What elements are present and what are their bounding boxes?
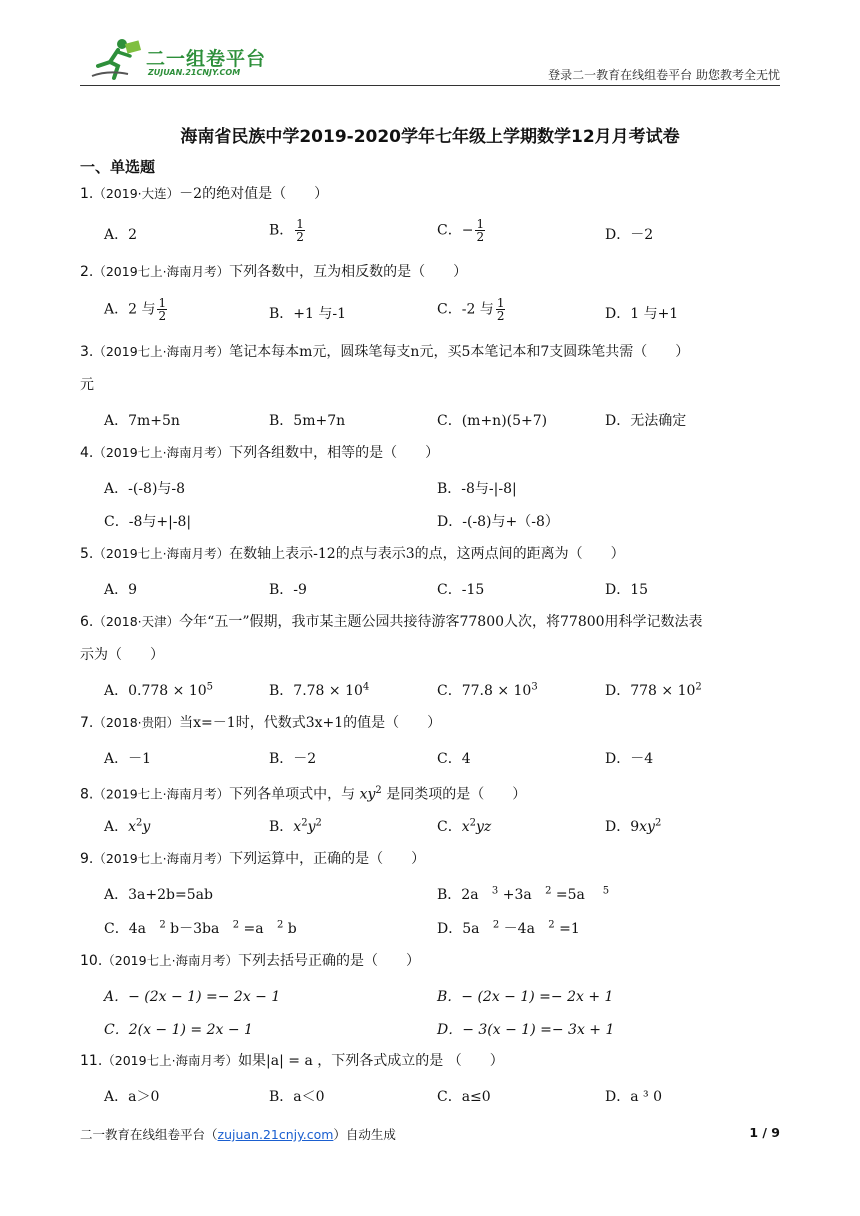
- option-a: A．$0.778 \times 10^5$: [104, 681, 214, 699]
- option-b: B．− (2x − 1) =− 2x + 1: [437, 989, 614, 1005]
- question-6-continued: [80, 646, 780, 664]
- logo-text: 二一组卷平台: [146, 48, 267, 70]
- option-c: C．2(x − 1) = 2x − 1: [104, 1022, 253, 1038]
- option-d: D．$778 \times 10^2$: [605, 681, 702, 699]
- header-divider: [80, 85, 780, 86]
- question-source: （2019七上·海南月考）: [93, 264, 230, 279]
- option-b: B． $\frac{1}{2}$: [269, 217, 304, 244]
- question-source: （2019七上·海南月考）: [93, 851, 230, 866]
- options-row-3: [80, 410, 780, 432]
- question-4: [80, 444, 780, 462]
- logo: [88, 36, 288, 82]
- option-a: A．2: [104, 227, 138, 243]
- question-stem: 今年“五一”假期，我市某主题公园共接待游客77800人次，将77800用科学记数法表: [179, 614, 703, 630]
- question-9: [80, 850, 780, 868]
- question-3: [80, 343, 780, 361]
- options-row-9b: [80, 918, 780, 940]
- fraction: $\frac{1}{2}$: [476, 217, 485, 244]
- question-source: （2018·天津）: [93, 614, 180, 629]
- question-3-continued: [80, 376, 780, 394]
- option-d: D．a ³ 0: [605, 1089, 662, 1105]
- question-stem-continued: 示为（ ）: [80, 647, 164, 663]
- option-a: A．－1: [104, 751, 152, 767]
- option-a: A．9: [104, 582, 138, 598]
- header-slogan: 登录二一教育在线组卷平台 助您教考全无忧: [548, 68, 780, 82]
- options-row-8: [80, 816, 780, 838]
- question-source: （2019七上·海南月考）: [93, 786, 230, 802]
- option-d: D．1 与+1: [605, 306, 679, 322]
- question-stem: 当x=－1时，代数式3x+1的值是（ ）: [179, 715, 442, 731]
- question-stem: 下列各组数中，相等的是（ ）: [229, 445, 440, 461]
- option-b: B．$7.78 \times 10^4$: [269, 681, 370, 699]
- question-number: 11.: [80, 1053, 103, 1069]
- fraction: $\frac{1}{2}$: [158, 296, 167, 323]
- option-c: C．4a $^2$ b－3ba $^2$ =a $^2$ b: [104, 919, 297, 937]
- option-c: C．-15: [437, 582, 485, 598]
- logo-subtext: ZUJUAN.21CNJY.COM: [148, 68, 241, 77]
- question-stem: 在数轴上表示-12的点与表示3的点，这两点间的距离为（ ）: [229, 546, 625, 562]
- question-number: 3.: [80, 344, 94, 360]
- question-stem: 下列运算中，正确的是（ ）: [229, 851, 426, 867]
- option-b: B．$x^2y^2$: [269, 817, 322, 835]
- options-row-7: [80, 748, 780, 770]
- question-stem: 如果|a| = a ，下列各式成立的是 （ ）: [238, 1053, 504, 1069]
- options-row-10b: [80, 1019, 780, 1041]
- option-c: C．a≤0: [437, 1089, 491, 1105]
- option-c: C．-2 与 $\frac{1}{2}$: [437, 296, 505, 323]
- option-c: C．$x^2yz$: [437, 817, 492, 835]
- question-stem-a: 下列各单项式中，与: [229, 786, 360, 803]
- question-1: [80, 185, 780, 203]
- options-row-6: [80, 680, 780, 702]
- options-row-4b: [80, 511, 780, 533]
- page-header: [80, 32, 780, 86]
- question-source: （2018·贵阳）: [93, 715, 180, 730]
- question-number: 10.: [80, 953, 103, 969]
- option-d: D．无法确定: [605, 413, 687, 429]
- question-number: 5.: [80, 546, 94, 562]
- option-d: D．－2: [605, 227, 654, 243]
- question-6: [80, 613, 780, 631]
- question-stem-continued: 元: [80, 377, 94, 393]
- question-stem: 下列各数中，互为相反数的是（ ）: [229, 264, 468, 280]
- option-c: C．$77.8 \times 10^3$: [437, 681, 538, 699]
- option-b: B．5m+7n: [269, 413, 346, 429]
- question-source: （2019七上·海南月考）: [93, 344, 230, 359]
- question-source: （2019七上·海南月考）: [102, 953, 239, 968]
- option-b: B．-8与-|-8|: [437, 481, 517, 497]
- option-a: A．7m+5n: [104, 413, 180, 429]
- option-b: B．+1 与-1: [269, 306, 347, 322]
- option-a: A．$x^2y$: [104, 817, 151, 835]
- options-row-2: [80, 296, 780, 325]
- runner-logo-icon: [88, 36, 144, 82]
- question-number: 2.: [80, 264, 94, 280]
- question-number: 6.: [80, 614, 94, 630]
- question-stem-b: 是同类项的是（ ）: [381, 786, 527, 803]
- options-row-10a: [80, 986, 780, 1008]
- question-source: （2019七上·海南月考）: [102, 1053, 239, 1068]
- option-a: A．2 与 $\frac{1}{2}$: [104, 296, 167, 323]
- option-c: C．(m+n)(5+7): [437, 413, 548, 429]
- options-row-5: [80, 579, 780, 601]
- option-a: A．a＞0: [104, 1089, 160, 1105]
- option-a: A．-(-8)与-8: [104, 481, 186, 497]
- question-source: （2019·大连）: [93, 186, 180, 201]
- question-10: [80, 952, 780, 970]
- question-2: [80, 263, 780, 281]
- options-row-9a: [80, 884, 780, 906]
- page-number: 1 / 9: [749, 1125, 780, 1140]
- options-row-1: [80, 217, 780, 246]
- question-7: [80, 714, 780, 732]
- question-11: [80, 1052, 780, 1070]
- question-number: 4.: [80, 445, 94, 461]
- footer-source: 二一教育在线组卷平台（zujuan.21cnjy.com）自动生成: [80, 1127, 396, 1142]
- option-d: D．5a $^2$ －4a $^2$ =1: [437, 919, 580, 937]
- options-row-4a: [80, 478, 780, 500]
- question-stem: 下列去括号正确的是（ ）: [238, 953, 421, 969]
- question-stem: 笔记本每本m元，圆珠笔每支n元，买5本笔记本和7支圆珠笔共需（ ）: [229, 344, 690, 360]
- section-heading: 一、单选题: [80, 158, 156, 176]
- question-8: 8.（2019七上·海南月考）下列各单项式中，与 $xy^2$ 是同类项的是（ ）: [80, 785, 527, 803]
- footer-link[interactable]: zujuan.21cnjy.com: [217, 1127, 334, 1142]
- question-number: 8.: [80, 786, 94, 803]
- option-c: C．− $\frac{1}{2}$: [437, 217, 485, 244]
- option-d: D．-(-8)与+（-8）: [437, 514, 559, 530]
- option-d: D．− 3(x − 1) =− 3x + 1: [437, 1022, 615, 1038]
- fraction: $\frac{1}{2}$: [296, 217, 304, 244]
- question-stem: －2的绝对值是（ ）: [179, 186, 329, 202]
- question-source: （2019七上·海南月考）: [93, 546, 230, 561]
- option-c: C．-8与+|-8|: [104, 514, 192, 530]
- question-5: [80, 545, 780, 563]
- page-title: 海南省民族中学2019-2020学年七年级上学期数学12月月考试卷: [180, 127, 680, 147]
- option-a: A．− (2x − 1) =− 2x − 1: [104, 989, 281, 1005]
- options-row-11: [80, 1086, 780, 1108]
- question-source: （2019七上·海南月考）: [93, 445, 230, 460]
- question-number: 9.: [80, 851, 94, 867]
- option-a: A．3a+2b=5ab: [104, 887, 213, 903]
- option-d: D．－4: [605, 751, 654, 767]
- option-b: B．2a $^3$ +3a $^2$ =5a $^5$: [437, 885, 610, 903]
- option-b: B．-9: [269, 582, 307, 598]
- option-c: C．4: [437, 751, 471, 767]
- option-d: D．15: [605, 582, 649, 598]
- option-d: D．$9xy^2$: [605, 817, 662, 835]
- question-number: 1.: [80, 186, 94, 202]
- question-number: 7.: [80, 715, 94, 731]
- option-b: B．－2: [269, 751, 317, 767]
- fraction: $\frac{1}{2}$: [496, 296, 505, 323]
- option-b: B．a＜0: [269, 1089, 325, 1105]
